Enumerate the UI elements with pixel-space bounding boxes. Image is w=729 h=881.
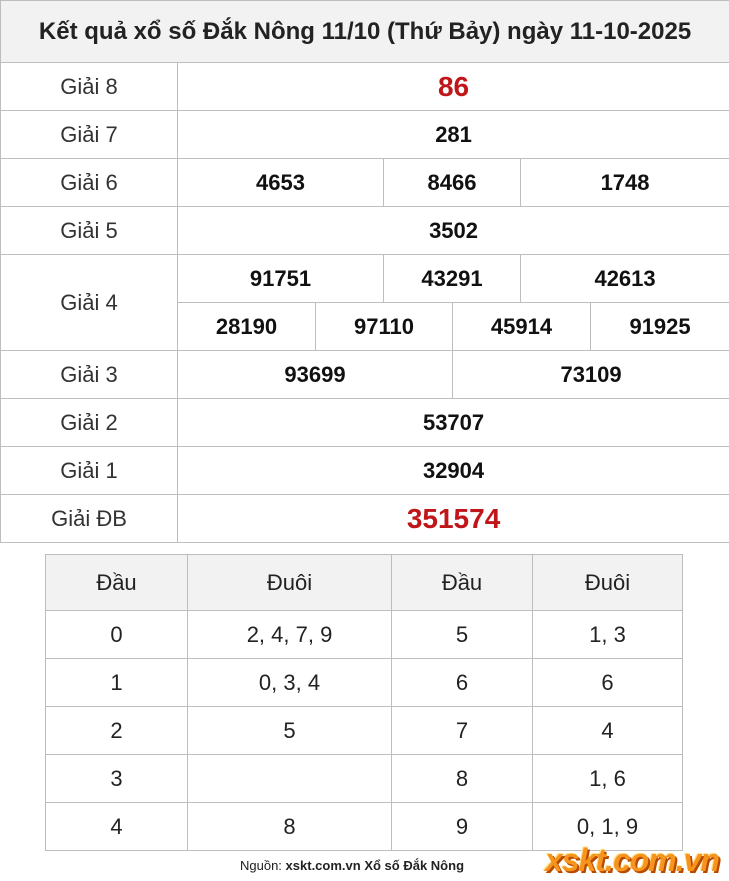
brand-logo: xskt.com.vn (545, 842, 719, 878)
loto-cell: 9 (392, 803, 533, 851)
prize-number: 281 (178, 111, 729, 159)
source-credit (240, 858, 464, 873)
loto-cell: 4 (533, 707, 683, 755)
loto-table (45, 554, 683, 851)
loto-cell: 2, 4, 7, 9 (188, 611, 392, 659)
prize-number: 4653 (178, 159, 384, 207)
loto-row (46, 659, 683, 707)
prize-number: 32904 (178, 447, 729, 495)
loto-cell: 4 (46, 803, 188, 851)
prize-label: Giải 1 (1, 447, 178, 495)
loto-row (46, 707, 683, 755)
prize-number: 351574 (178, 495, 729, 543)
loto-row (46, 611, 683, 659)
loto-header: Đầu (392, 555, 533, 611)
prize-number: 86 (178, 63, 729, 111)
prize-label: Giải 7 (1, 111, 178, 159)
source-prefix: Nguồn: (240, 858, 286, 873)
prize-row-g7 (1, 111, 729, 159)
loto-cell: 2 (46, 707, 188, 755)
page-title: Kết quả xổ số Đắk Nông 11/10 (Thứ Bảy) ngày 11-10-2025 (1, 1, 729, 63)
prize-number: 91925 (591, 303, 729, 351)
prize-row-db (1, 495, 729, 543)
prize-label: Giải 3 (1, 351, 178, 399)
prize-number: 43291 (384, 255, 521, 303)
prize-row-g3 (1, 351, 729, 399)
prize-label: Giải 4 (1, 255, 178, 351)
prize-number: 42613 (521, 255, 729, 303)
loto-cell: 8 (188, 803, 392, 851)
prize-label: Giải 5 (1, 207, 178, 255)
prize-row-g2 (1, 399, 729, 447)
loto-header: Đuôi (533, 555, 683, 611)
loto-cell: 7 (392, 707, 533, 755)
prize-number: 1748 (521, 159, 729, 207)
prize-number: 45914 (453, 303, 591, 351)
prize-number: 91751 (178, 255, 384, 303)
loto-cell: 0, 1, 9 (533, 803, 683, 851)
loto-cell: 1, 6 (533, 755, 683, 803)
loto-cell: 1 (46, 659, 188, 707)
prize-number: 93699 (178, 351, 453, 399)
prize-row-g8 (1, 63, 729, 111)
prize-number: 3502 (178, 207, 729, 255)
prize-row-g5 (1, 207, 729, 255)
loto-cell: 5 (188, 707, 392, 755)
prize-number: 28190 (178, 303, 316, 351)
loto-cell: 0 (46, 611, 188, 659)
loto-cell: 8 (392, 755, 533, 803)
prize-number: 53707 (178, 399, 729, 447)
loto-header: Đầu (46, 555, 188, 611)
loto-cell: 0, 3, 4 (188, 659, 392, 707)
loto-cell: 6 (392, 659, 533, 707)
loto-cell: 3 (46, 755, 188, 803)
prize-row-g6 (1, 159, 729, 207)
loto-cell: 5 (392, 611, 533, 659)
prize-number: 73109 (453, 351, 729, 399)
prize-label: Giải 8 (1, 63, 178, 111)
prize-number: 8466 (384, 159, 521, 207)
source-site-link[interactable]: xskt.com.vn (285, 858, 361, 873)
prize-label: Giải 6 (1, 159, 178, 207)
prize-label: Giải 2 (1, 399, 178, 447)
loto-cell (188, 755, 392, 803)
prize-label: Giải ĐB (1, 495, 178, 543)
loto-header: Đuôi (188, 555, 392, 611)
prize-number: 97110 (316, 303, 453, 351)
loto-row (46, 755, 683, 803)
prize-row-g4 (1, 255, 729, 303)
prize-row-g1 (1, 447, 729, 495)
source-name: Xổ số Đắk Nông (364, 858, 465, 873)
loto-cell: 6 (533, 659, 683, 707)
loto-cell: 1, 3 (533, 611, 683, 659)
loto-header-row (46, 555, 683, 611)
